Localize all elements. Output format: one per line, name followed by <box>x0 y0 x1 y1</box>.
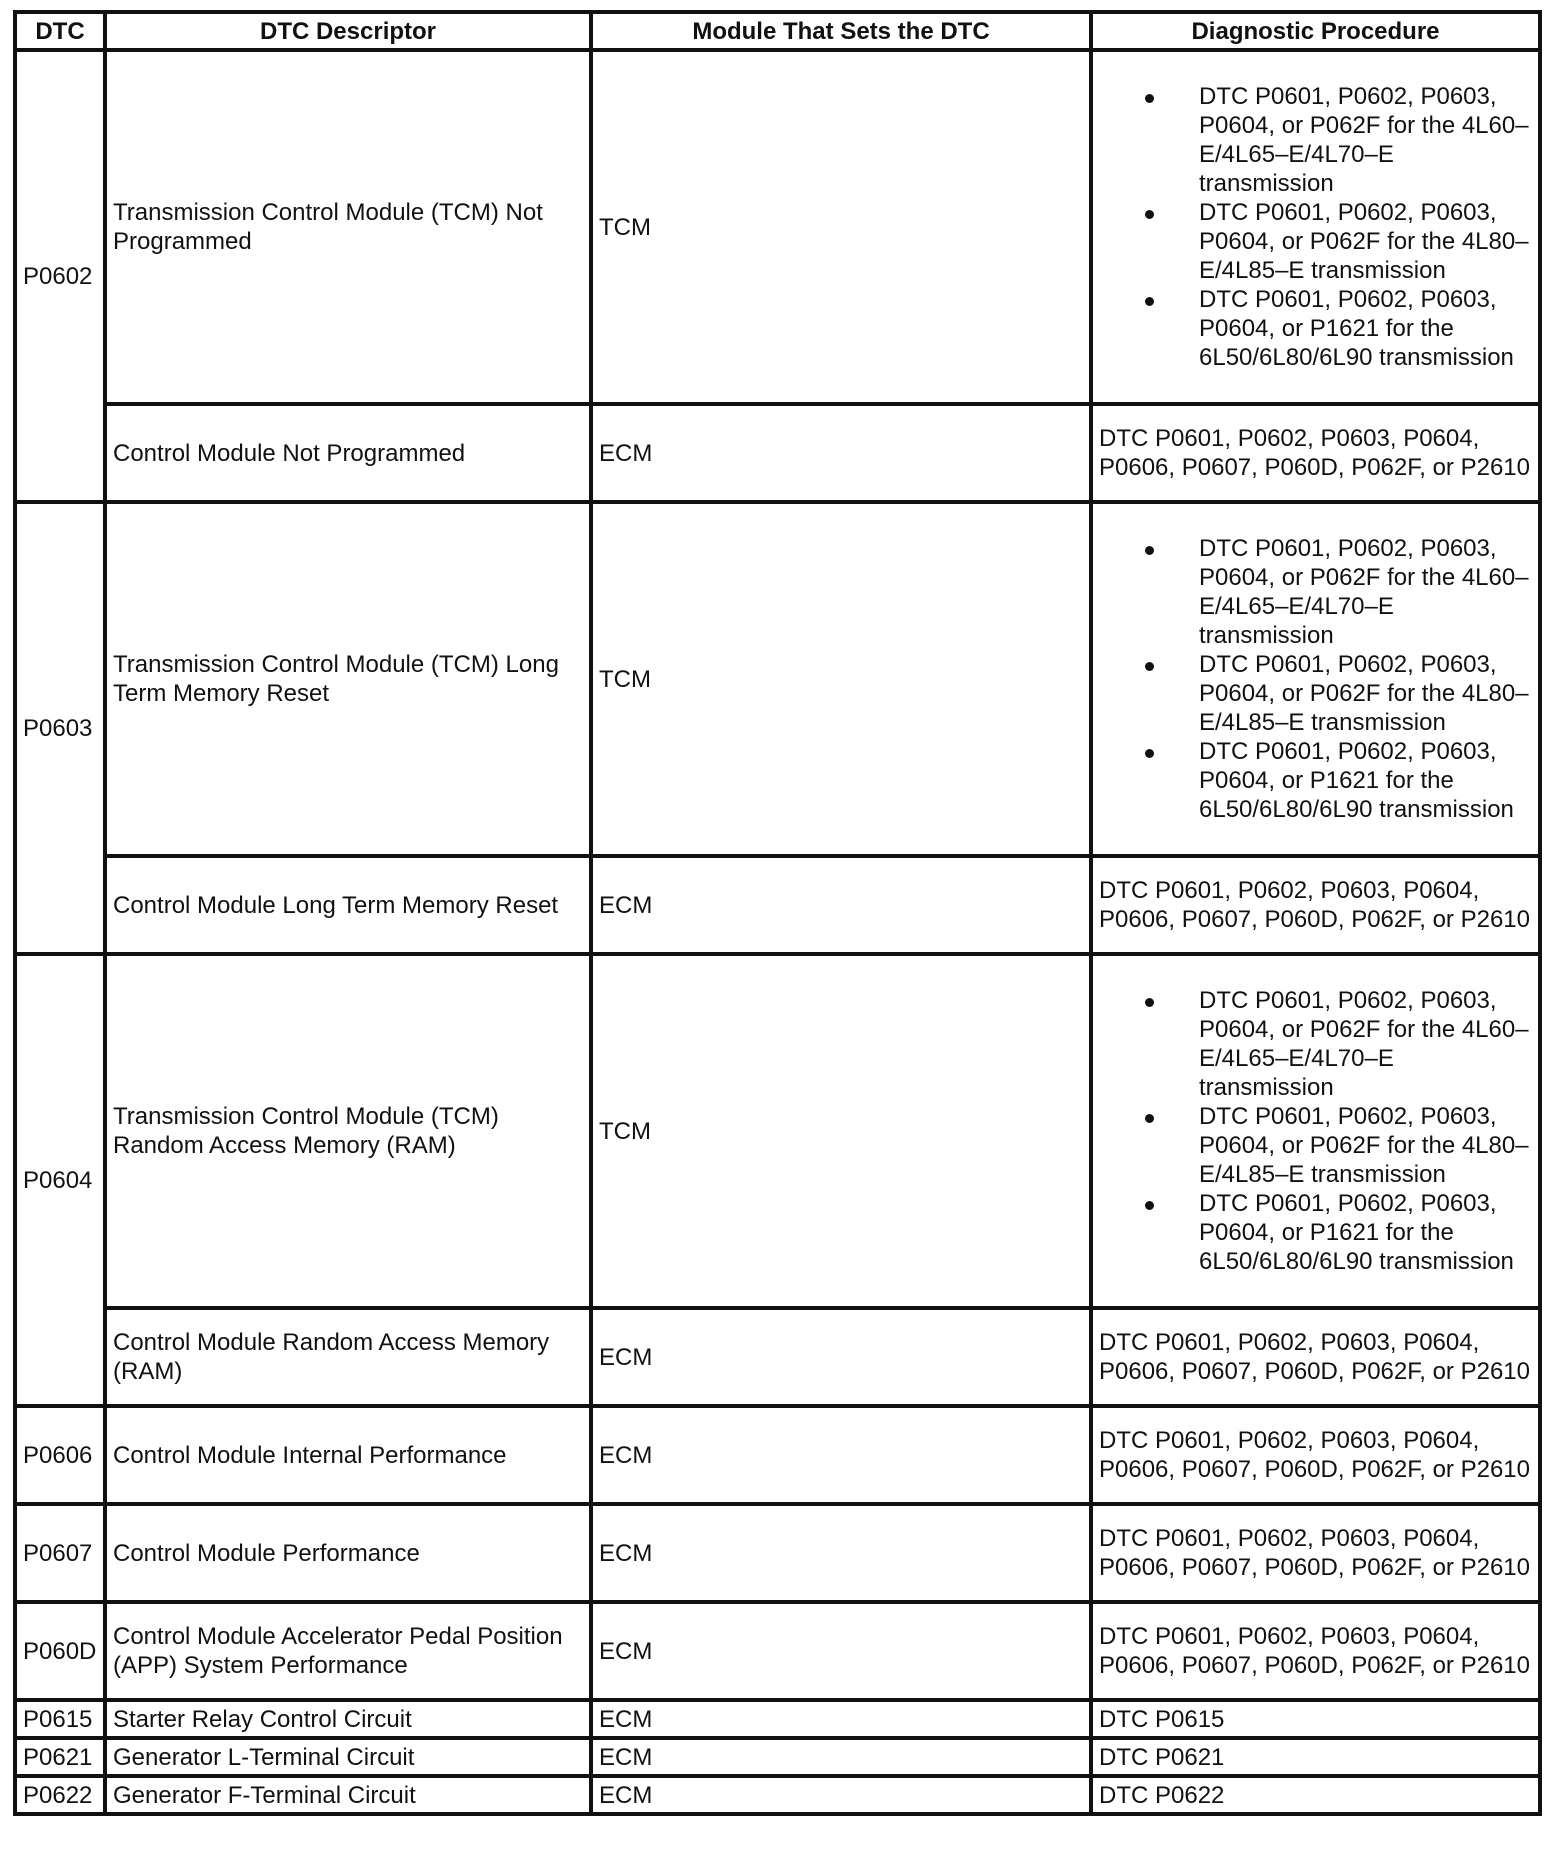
procedure-link[interactable]: DTC P0601, P0602, P0603, P0604, or P1621 for the 6L50/6L80/6L90 transmission <box>1199 1190 1514 1275</box>
table-row <box>15 1738 1540 1776</box>
header-dtc: DTC <box>15 12 105 50</box>
dtc-descriptor: Generator L-Terminal Circuit <box>105 1738 591 1776</box>
dtc-module: ECM <box>591 404 1091 502</box>
procedure-link[interactable]: DTC P0601, P0602, P0603, P0604, or P062F for the 4L80–E/4L85–E transmission <box>1199 199 1529 284</box>
bullet-icon <box>1145 94 1154 103</box>
diagnostic-procedure[interactable]: DTC P0615 <box>1091 1700 1540 1738</box>
bullet-icon <box>1145 749 1154 758</box>
diagnostic-procedure[interactable]: DTC P0601, P0602, P0603, P0604, P0606, P0607, P060D, P062F, or P2610 <box>1091 1602 1540 1700</box>
table-row <box>15 1700 1540 1738</box>
diagnostic-procedure[interactable]: DTC P0601, P0602, P0603, P0604, P0606, P0607, P060D, P062F, or P2610 <box>1091 1504 1540 1602</box>
procedure-link[interactable]: DTC P0601, P0602, P0603, P0604, or P062F for the 4L80–E/4L85–E transmission <box>1199 1103 1529 1188</box>
procedure-item <box>1199 534 1532 650</box>
header-dtc-descriptor: DTC Descriptor <box>105 12 591 50</box>
procedure-link[interactable]: DTC P0601, P0602, P0603, P0604, or P062F for the 4L60–E/4L65–E/4L70–E transmission <box>1199 83 1529 197</box>
dtc-module: ECM <box>591 1406 1091 1504</box>
table-row <box>15 1504 1540 1602</box>
dtc-code: P0621 <box>15 1738 105 1776</box>
dtc-module: TCM <box>591 954 1091 1308</box>
bullet-icon <box>1145 1114 1154 1123</box>
diagnostic-procedure[interactable]: DTC P0601, P0602, P0603, P0604, P0606, P0607, P060D, P062F, or P2610 <box>1091 1406 1540 1504</box>
procedure-item <box>1199 1102 1532 1189</box>
dtc-code: P0607 <box>15 1504 105 1602</box>
dtc-module: ECM <box>591 1700 1091 1738</box>
dtc-descriptor: Control Module Long Term Memory Reset <box>105 856 591 954</box>
dtc-module: ECM <box>591 1504 1091 1602</box>
diagnostic-procedure <box>1091 954 1540 1308</box>
dtc-module: ECM <box>591 1738 1091 1776</box>
procedure-item <box>1199 198 1532 285</box>
dtc-module: ECM <box>591 1308 1091 1406</box>
dtc-code: P0606 <box>15 1406 105 1504</box>
dtc-table-container <box>13 10 1538 1816</box>
bullet-icon <box>1145 998 1154 1007</box>
table-row <box>15 954 1540 1308</box>
procedure-item <box>1199 986 1532 1102</box>
dtc-descriptor: Control Module Not Programmed <box>105 404 591 502</box>
procedure-link[interactable]: DTC P0601, P0602, P0603, P0604, or P1621 for the 6L50/6L80/6L90 transmission <box>1199 286 1514 371</box>
dtc-descriptor: Starter Relay Control Circuit <box>105 1700 591 1738</box>
table-row <box>15 1776 1540 1814</box>
table-row <box>15 404 1540 502</box>
dtc-module: ECM <box>591 856 1091 954</box>
header-row <box>15 12 1540 50</box>
procedure-link[interactable]: DTC P0601, P0602, P0603, P0604, or P062F for the 4L60–E/4L65–E/4L70–E transmission <box>1199 535 1529 649</box>
procedure-list <box>1099 986 1532 1276</box>
bullet-icon <box>1145 546 1154 555</box>
dtc-module: ECM <box>591 1776 1091 1814</box>
procedure-item <box>1199 285 1532 372</box>
diagnostic-procedure[interactable]: DTC P0621 <box>1091 1738 1540 1776</box>
dtc-code: P0604 <box>15 954 105 1406</box>
dtc-descriptor: Transmission Control Module (TCM) Not Programmed <box>105 50 591 404</box>
dtc-module: TCM <box>591 50 1091 404</box>
diagnostic-procedure[interactable]: DTC P0601, P0602, P0603, P0604, P0606, P0607, P060D, P062F, or P2610 <box>1091 404 1540 502</box>
procedure-item <box>1199 1189 1532 1276</box>
dtc-module: ECM <box>591 1602 1091 1700</box>
procedure-link[interactable]: DTC P0601, P0602, P0603, P0604, or P062F for the 4L80–E/4L85–E transmission <box>1199 651 1529 736</box>
bullet-icon <box>1145 210 1154 219</box>
dtc-descriptor: Control Module Random Access Memory (RAM) <box>105 1308 591 1406</box>
table-row <box>15 1308 1540 1406</box>
header-module: Module That Sets the DTC <box>591 12 1091 50</box>
dtc-descriptor: Transmission Control Module (TCM) Long Term Memory Reset <box>105 502 591 856</box>
diagnostic-procedure[interactable]: DTC P0601, P0602, P0603, P0604, P0606, P0607, P060D, P062F, or P2610 <box>1091 856 1540 954</box>
table-row <box>15 50 1540 404</box>
table-row <box>15 502 1540 856</box>
dtc-descriptor: Control Module Internal Performance <box>105 1406 591 1504</box>
diagnostic-procedure <box>1091 50 1540 404</box>
dtc-descriptor: Control Module Accelerator Pedal Position (APP) System Performance <box>105 1602 591 1700</box>
table-row <box>15 856 1540 954</box>
diagnostic-procedure[interactable]: DTC P0601, P0602, P0603, P0604, P0606, P0607, P060D, P062F, or P2610 <box>1091 1308 1540 1406</box>
dtc-code: P0603 <box>15 502 105 954</box>
bullet-icon <box>1145 297 1154 306</box>
procedure-list <box>1099 534 1532 824</box>
procedure-list <box>1099 82 1532 372</box>
procedure-item <box>1199 82 1532 198</box>
dtc-descriptor: Generator F-Terminal Circuit <box>105 1776 591 1814</box>
dtc-module: TCM <box>591 502 1091 856</box>
table-row <box>15 1406 1540 1504</box>
dtc-code: P060D <box>15 1602 105 1700</box>
procedure-link[interactable]: DTC P0601, P0602, P0603, P0604, or P1621 for the 6L50/6L80/6L90 transmission <box>1199 738 1514 823</box>
procedure-item <box>1199 737 1532 824</box>
dtc-code: P0622 <box>15 1776 105 1814</box>
diagnostic-procedure[interactable]: DTC P0622 <box>1091 1776 1540 1814</box>
procedure-link[interactable]: DTC P0601, P0602, P0603, P0604, or P062F for the 4L60–E/4L65–E/4L70–E transmission <box>1199 987 1529 1101</box>
dtc-descriptor: Transmission Control Module (TCM) Random Access Memory (RAM) <box>105 954 591 1308</box>
bullet-icon <box>1145 662 1154 671</box>
table-row <box>15 1602 1540 1700</box>
procedure-item <box>1199 650 1532 737</box>
dtc-code: P0602 <box>15 50 105 502</box>
bullet-icon <box>1145 1201 1154 1210</box>
dtc-descriptor: Control Module Performance <box>105 1504 591 1602</box>
dtc-table <box>13 10 1542 1816</box>
header-diagnostic-procedure: Diagnostic Procedure <box>1091 12 1540 50</box>
diagnostic-procedure <box>1091 502 1540 856</box>
dtc-code: P0615 <box>15 1700 105 1738</box>
